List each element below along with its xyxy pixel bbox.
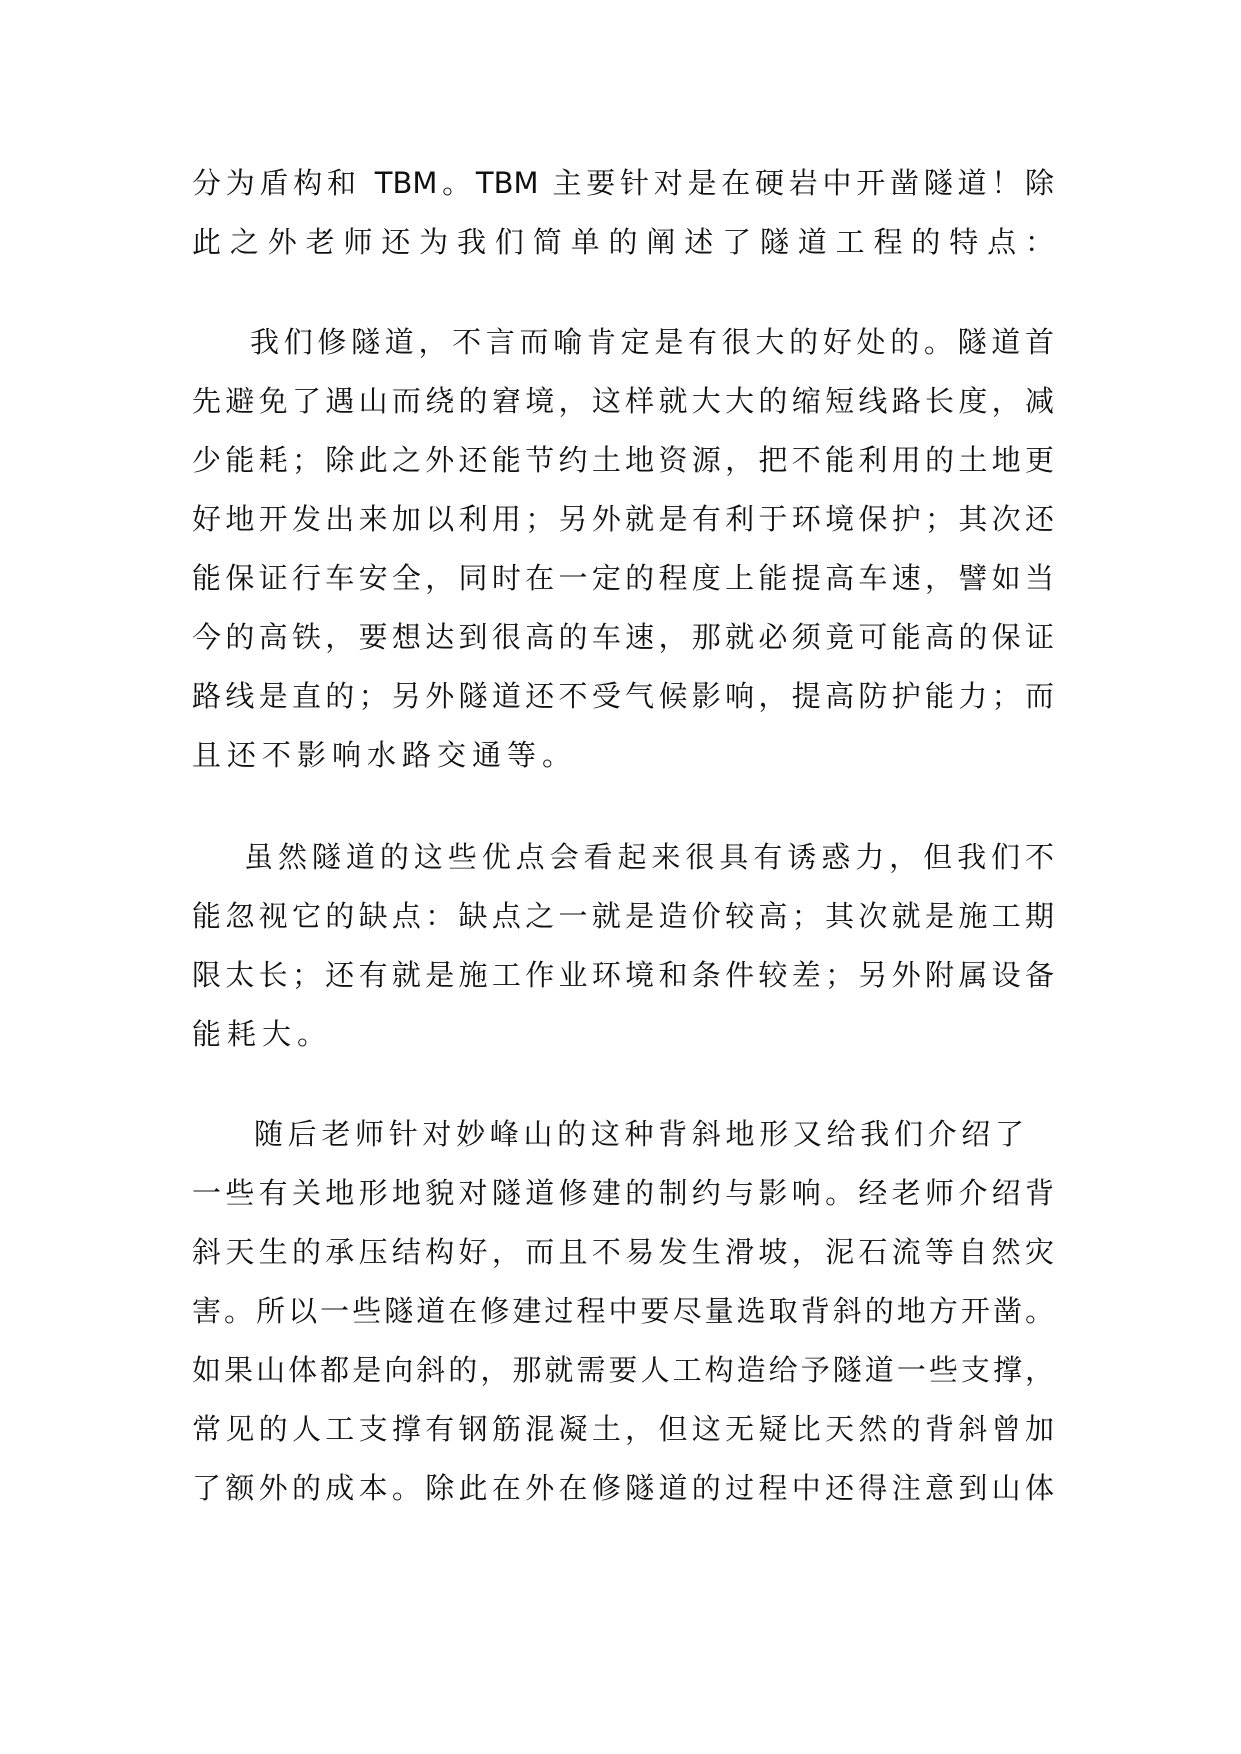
text-line-16: 一些有关地形地貌对隧道修建的制约与影响。经老师介绍背 — [192, 1176, 1054, 1210]
text-line-20: 常见的人工支撑有钢筋混凝土，但这无疑比天然的背斜曾加 — [192, 1412, 1054, 1446]
text-line-3: 我们修隧道，不言而喻肯定是有很大的好处的。隧道首 — [250, 325, 1054, 359]
text-line-11: 虽然隧道的这些优点会看起来很具有诱惑力，但我们不 — [244, 840, 1054, 874]
text-line-17: 斜天生的承压结构好，而且不易发生滑坡，泥石流等自然灾 — [192, 1235, 1054, 1269]
text-line-9: 路线是直的；另外隧道还不受气候影响，提高防护能力；而 — [192, 679, 1054, 713]
text-line-6: 好地开发出来加以利用；另外就是有利于环境保护；其次还 — [192, 502, 1054, 536]
text-line-2: 此之外老师还为我们简单的阐述了隧道工程的特点： — [192, 225, 1054, 259]
text-line-13: 限太长；还有就是施工作业环境和条件较差；另外附属设备 — [192, 958, 1054, 992]
text-line-5: 少能耗；除此之外还能节约土地资源，把不能利用的土地更 — [192, 443, 1054, 477]
text-line-19: 如果山体都是向斜的，那就需要人工构造给予隧道一些支撑， — [192, 1353, 1054, 1387]
text-line-1: 分为盾构和 TBM。TBM 主要针对是在硬岩中开凿隧道！除 — [192, 166, 1054, 200]
text-line-12: 能忽视它的缺点：缺点之一就是造价较高；其次就是施工期 — [192, 899, 1054, 933]
text-line-14: 能耗大。 — [192, 1017, 333, 1051]
text-line-18: 害。所以一些隧道在修建过程中要尽量选取背斜的地方开凿。 — [192, 1294, 1054, 1328]
text-line-15: 随后老师针对妙峰山的这种背斜地形又给我们介绍了 — [254, 1117, 1024, 1151]
text-line-7: 能保证行车安全，同时在一定的程度上能提高车速，譬如当 — [192, 561, 1054, 595]
text-line-10: 且还不影响水路交通等。 — [192, 738, 578, 772]
text-line-21: 了额外的成本。除此在外在修隧道的过程中还得注意到山体 — [192, 1471, 1054, 1505]
text-line-8: 今的高铁，要想达到很高的车速，那就必须竟可能高的保证 — [192, 620, 1054, 654]
text-line-4: 先避免了遇山而绕的窘境，这样就大大的缩短线路长度，减 — [192, 384, 1054, 418]
